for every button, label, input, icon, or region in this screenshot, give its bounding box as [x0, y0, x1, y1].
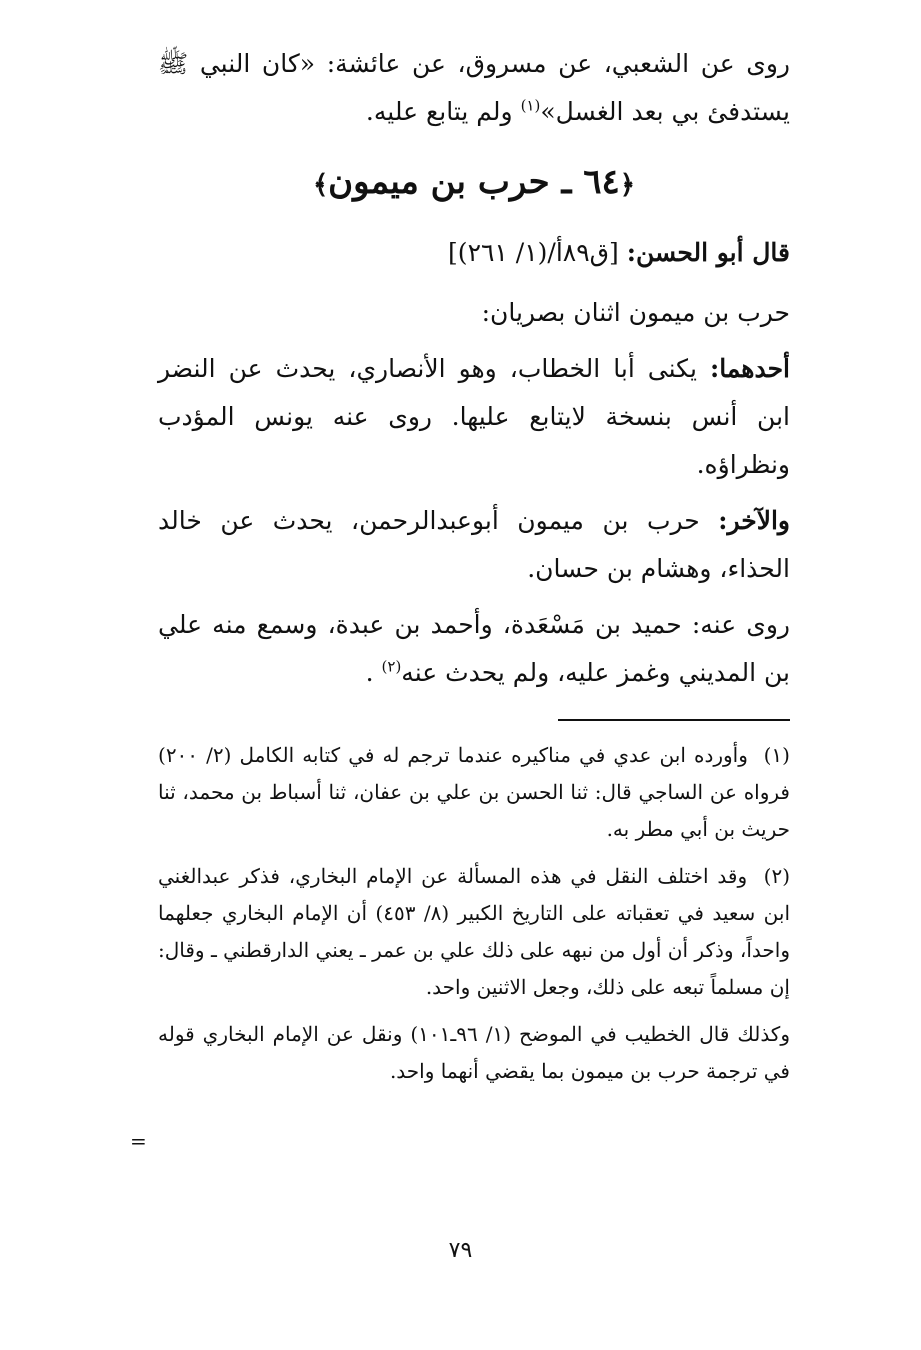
entry-heading — [158, 154, 790, 213]
opener-speaker: قال أبو الحسن: — [626, 238, 790, 267]
paragraph-4-footnote-ref: (٢) — [381, 657, 402, 676]
entry-opener — [158, 229, 790, 277]
body-paragraph-3 — [158, 497, 790, 593]
paragraph-3-text: حرب بن ميمون أبوعبدالرحمن، يحدث عن خالد الحذاء، وهشام بن حسان. — [158, 506, 790, 583]
body-paragraph-2 — [158, 345, 790, 489]
intro-line2: ولم يتابع عليه. — [365, 97, 521, 126]
page-number: ٧٩ — [448, 1238, 473, 1263]
paragraph-4-end: . — [365, 658, 382, 687]
heading-ornament-left: ﴾ — [312, 170, 329, 200]
paragraph-2-text: يكنى أبا الخطاب، وهو الأنصاري، يحدث عن النضر ابن أنس بنسخة لايتابع عليها. روى عنه يونس المؤدب ونظراؤه. — [158, 354, 790, 479]
heading-ornament-right: ﴿ — [619, 170, 636, 200]
opener-manuscript-ref: [ق٨٩أ/(١/ ٢٦١)] — [448, 238, 627, 267]
footnote-2 — [158, 858, 790, 1006]
footnote-separator — [558, 719, 790, 721]
footnote-2-continuation — [158, 1016, 790, 1090]
page-body — [158, 40, 790, 1310]
intro-paragraph — [158, 40, 790, 136]
paragraph-4-text: روى عنه: حميد بن مَسْعَدة، وأحمد بن عبدة، وسمع منه علي بن المديني وغمز عليه، ولم يحدث عنه — [158, 610, 790, 687]
footnote-2-continuation-text: وكذلك قال الخطيب في الموضح (١/ ٩٦ـ١٠١) ونقل عن الإمام البخاري قوله في ترجمة حرب بن ميمون بما يقضي أنهما واحد. — [158, 1022, 790, 1083]
footnote-2-text: وقد اختلف النقل في هذه المسألة عن الإمام البخاري، فذكر عبدالغني ابن سعيد في تعقباته على التاريخ الكبير (٨/ ٤٥٣) أن الإمام البخاري جعلهما واحداً، وذكر أن أول من نبهه على ذلك علي بن عمر ـ يعني الدارقطني ـ وقال: إن مسلماً تبعه على ذلك، وجعل الاثنين واحد. — [158, 864, 791, 999]
footnote-1 — [158, 737, 790, 848]
continuation-mark: = — [130, 1129, 147, 1153]
intro-footnote-ref: (١) — [520, 96, 541, 115]
body-paragraph-1: حرب بن ميمون اثنان بصريان: — [481, 298, 790, 327]
paragraph-2-lead: أحدهما: — [709, 354, 790, 383]
paragraph-3-lead: والآخر: — [718, 506, 790, 535]
footnote-1-text: وأورده ابن عدي في مناكيره عندما ترجم له في كتابه الكامل (٢/ ٢٠٠) فرواه عن الساجي قال: ثنا الحسن بن علي بن عفان، ثنا أسباط بن محمد، ثنا حريث بن أبي مطر به. — [158, 743, 790, 841]
intro-line1: روى عن الشعبي، عن مسروق، عن عائشة: «كان النبي ﷺ يستدفئ بي بعد الغسل» — [158, 49, 790, 126]
body-paragraph-4 — [158, 601, 790, 697]
footnote-2-number: (٢) — [763, 864, 791, 888]
heading-text: ٦٤ ـ حرب بن ميمون — [328, 162, 620, 202]
footnote-1-number: (١) — [763, 743, 790, 767]
